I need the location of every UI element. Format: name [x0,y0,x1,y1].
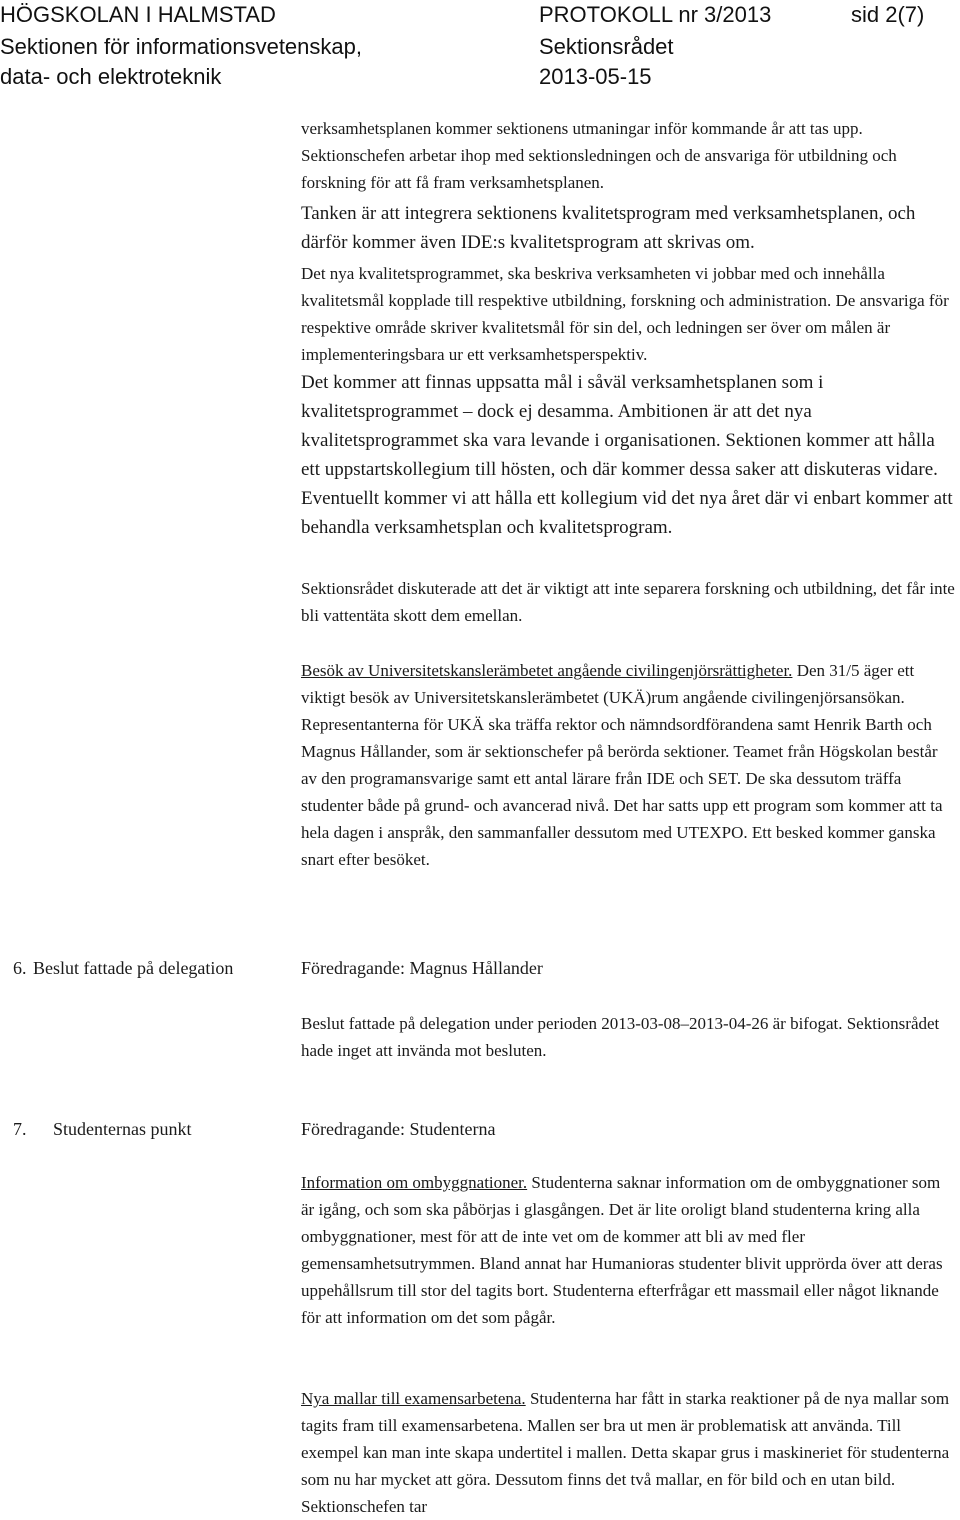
item-7-sub2-heading: Nya mallar till examensarbetena. [301,1389,526,1408]
intro-paragraph-2: Tanken är att integrera sektionens kvalitetsprogram med verksamhetsplanen, och därför kommer även IDE:s kvalitetsprogram att skrivas om. [301,203,916,253]
item-7-subsection-1 [301,1169,957,1331]
item-7-sub1-text: Studenterna saknar information om de ombyggnationer som är igång, och som ska påbörjas i glasgången. Det är lite oroligt bland studenterna kring alla ombyggnationer, mest för att de inte vet om de kommer att bli av med fler gemensamhetsutrymmen. Bland annat har Humanioras studenter blivit upprörda över att deras uppehållsrum till stor del tagits bort. Studenterna efterfrågar ett massmail eller något liknande för att information om det som pågår. [301,1173,943,1327]
item-6-title: Beslut fattade på delegation [33,958,234,978]
item-7-title: Studenternas punkt [53,1119,192,1139]
item-6-text: Beslut fattade på delegation under perioden 2013-03-08–2013-04-26 är bifogat. Sektionsrådet hade inget att invända mot besluten. [301,1014,940,1060]
intro-paragraph-3: Det nya kvalitetsprogrammet, ska beskriva verksamheten vi jobbar med och innehålla kvalitetsmål kopplade till respektive utbildning, forskning och administration. De ansvariga för respektive område skriver kvalitetsmål för sin del, och ledningen ser över om målen är implementeringsbara ur ett verksamhetsperspektiv. [301,264,949,364]
item-6-number: 6. [13,958,27,978]
item-7-sub1-heading: Information om ombyggnationer. [301,1173,528,1192]
intro-paragraph-1: verksamhetsplanen kommer sektionens utmaningar inför kommande år att tas upp. Sektionschefen arbetar ihop med sektionsledningen och de ansvariga för utbildning och forskning för att få fram verksamhetsplanen. [301,119,897,192]
uka-visit-text: Den 31/5 äger ett viktigt besök av Universitetskanslerämbetet (UKÄ)rum angående civilingenjörsansökan. Representanterna för UKÄ ska träffa rektor och nämndsordförandena samt Henrik Barth och Magnus Hållander, som är sektionschefer på berörda sektioner. Teamet från Högskolan består av den programansvarige samt ett antal lärare från IDE och SET. De ska dessutom träffa studenter både på grund- och avancerad nivå. Det har satts upp ett program som kommer att ta hela dagen i anspråk, den sammanfaller dessutom med UTEXPO. Ett besked kommer ganska snart efter besöket. [301,661,943,869]
page-number: sid 2(7) [851,2,925,27]
protocol-number: PROTOKOLL nr 3/2013 [539,2,772,27]
item-7-subsection-2 [301,1385,957,1520]
item-7-sub2-text: Studenterna har fått in starka reaktioner på de nya mallar som tagits fram till examensarbetena. Mallen ser bra ut men är problematisk att använda. Till exempel kan man inte skapa undertitel i mallen. Detta skapar grus i maskineriet för studenterna som nu har mycket att göra. Dessutom finns det två mallar, en för bild och en utan bild. Sektionschefen tar [301,1389,950,1516]
intro-paragraph-4: Det kommer att finnas uppsatta mål i såväl verksamhetsplanen som i kvalitetsprogrammet – dock ej desamma. Ambitionen är att det nya kvalitetsprogrammet ska vara levande i organisationen. Sektionen kommer att hålla ett uppstartskollegium till hösten, och där kommer dessa saker att diskuteras vidare. Eventuellt kommer vi att hålla ett kollegium vid det nya året där vi enbart kommer att behandla verksamhetsplan och kvalitetsprogram. [301,372,953,538]
item-7-presenter: Föredragande: Studenterna [301,1119,496,1139]
uka-visit-section [301,657,957,873]
item-7-number: 7. [13,1119,27,1139]
department-line-1: Sektionen för informationsvetenskap, [0,34,362,59]
meeting-date: 2013-05-15 [539,64,652,89]
item-6-presenter: Föredragande: Magnus Hållander [301,958,543,978]
org-name: HÖGSKOLAN I HALMSTAD [0,2,276,27]
document-header [0,0,960,96]
intro-paragraph-5: Sektionsrådet diskuterade att det är viktigt att inte separera forskning och utbildning, det får inte bli vattentäta skott dem emellan. [301,579,955,625]
department-line-2: data- och elektroteknik [0,64,222,89]
meeting-body: Sektionsrådet [539,34,674,59]
uka-visit-heading: Besök av Universitetskanslerämbetet angående civilingenjörsrättigheter. [301,661,793,680]
